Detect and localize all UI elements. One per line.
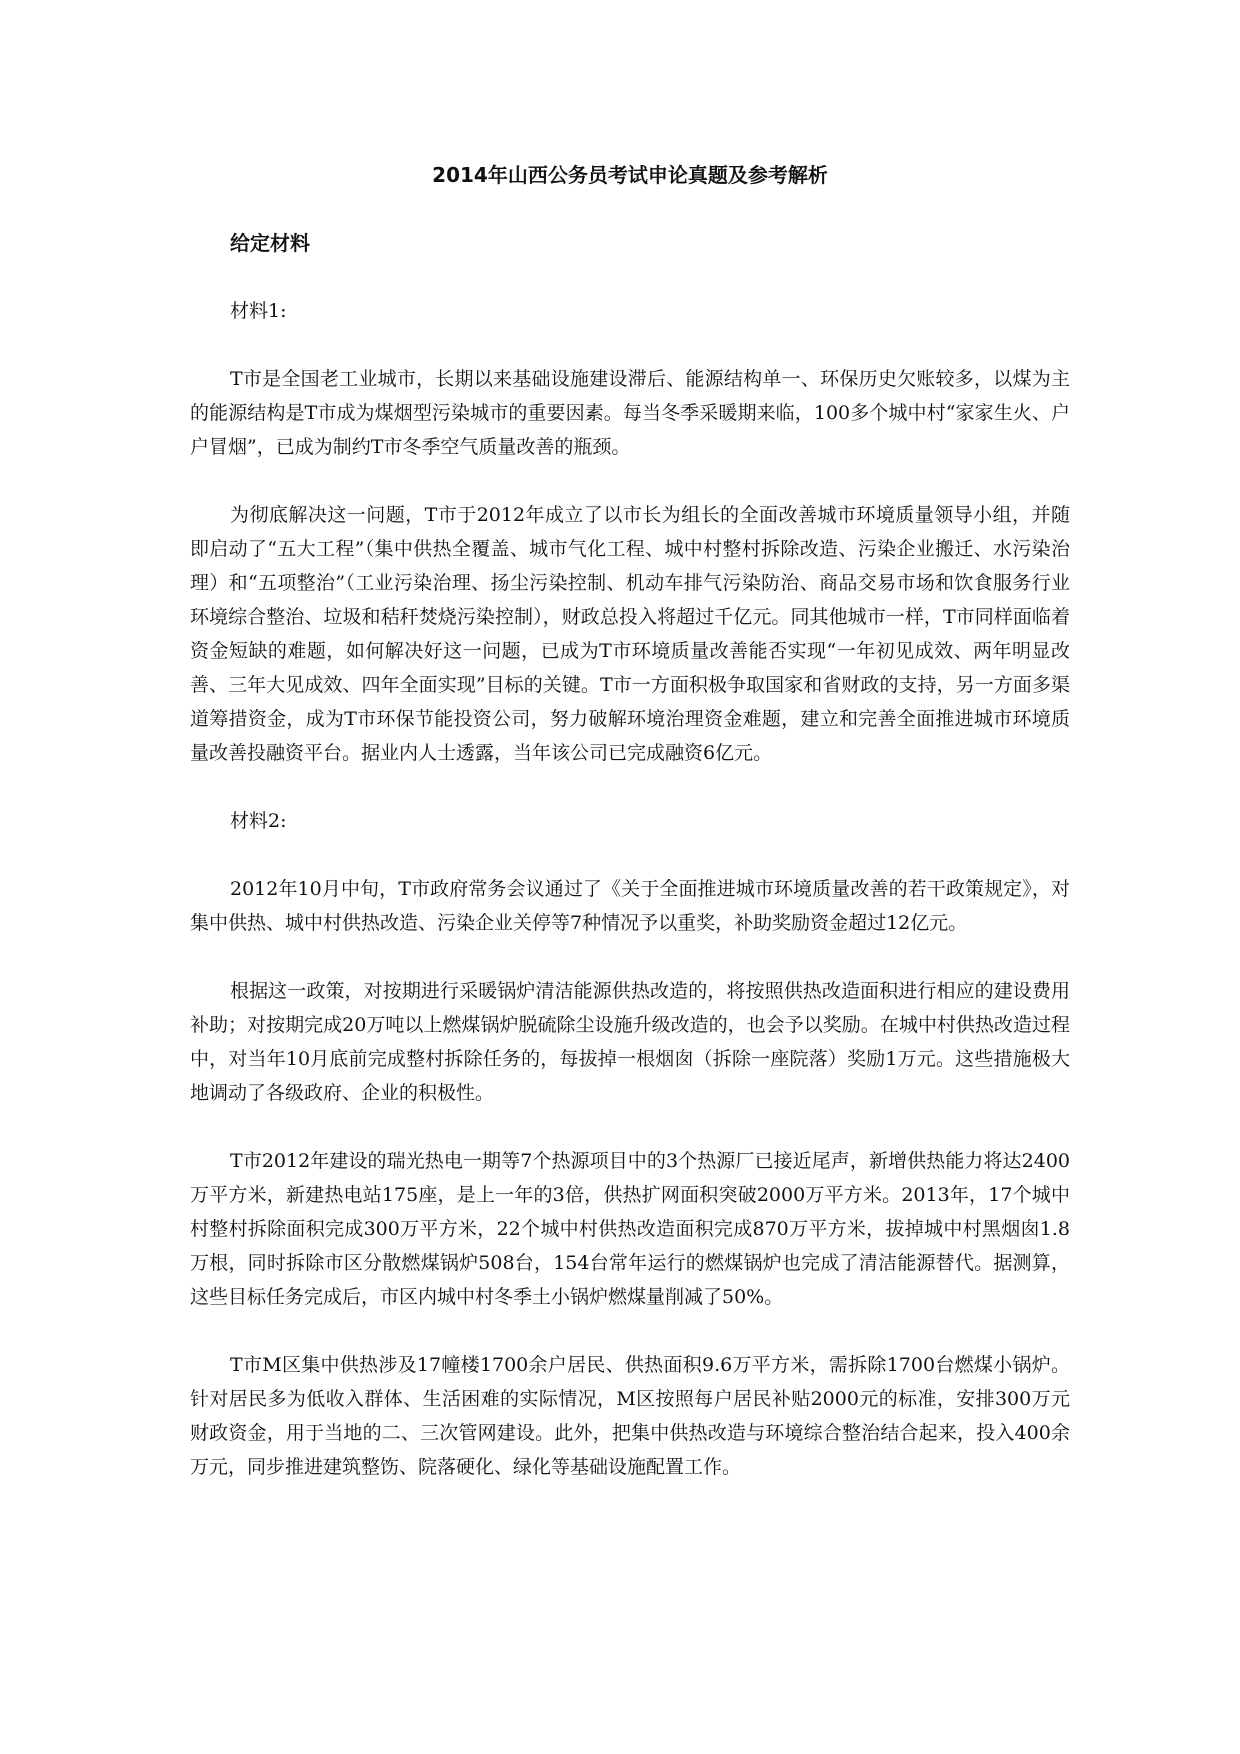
document-title: 2014年山西公务员考试申论真题及参考解析 bbox=[432, 163, 828, 187]
material-1-label: 材料1: bbox=[230, 300, 287, 322]
material-1-paragraph-2: 为彻底解决这一问题，T市于2012年成立了以市长为组长的全面改善城市环境质量领导小组，并随即启动了“五大工程”（集中供热全覆盖、城市气化工程、城中村整村拆除改造、污染企业搬迁、水污染治理）和“五项整治”（工业污染治理、扬尘污染控制、机动车排气污染防治、商品交易市场和饮食服务行业环境综合整治、垃圾和秸秆焚烧污染控制），财政总投入将超过千亿元。同其他城市一样，T市同样面临着资金短缺的难题，如何解决好这一问题，已成为T市环境质量改善能否实现“一年初见成效、两年明显改善、三年大见成效、四年全面实现”目标的关键。T市一方面积极争取国家和省财政的支持，另一方面多渠道筹措资金，成为T市环保节能投资公司，努力破解环境治理资金难题，建立和完善全面推进城市环境质量改善投融资平台。据业内人士透露，当年该公司已完成融资6亿元。 bbox=[190, 504, 1070, 764]
material-2-paragraph-1: 2012年10月中旬，T市政府常务会议通过了《关于全面推进城市环境质量改善的若干政策规定》，对集中供热、城中村供热改造、污染企业关停等7种情况予以重奖，补助奖励资金超过12亿元。 bbox=[190, 878, 1070, 934]
document-page bbox=[190, 158, 1070, 1518]
material-2-paragraph-4: T市M区集中供热涉及17幢楼1700余户居民、供热面积9.6万平方米，需拆除1700台燃煤小锅炉。针对居民多为低收入群体、生活困难的实际情况，M区按照每户居民补贴2000元的标准，安排300万元财政资金，用于当地的二、三次管网建设。此外，把集中供热改造与环境综合整治结合起来，投入400余万元，同步推进建筑整饬、院落硬化、绿化等基础设施配置工作。 bbox=[190, 1354, 1070, 1478]
material-2-paragraph-2: 根据这一政策，对按期进行采暖锅炉清洁能源供热改造的，将按照供热改造面积进行相应的建设费用补助；对按期完成20万吨以上燃煤锅炉脱硫除尘设施升级改造的，也会予以奖励。在城中村供热改造过程中，对当年10月底前完成整村拆除任务的，每拔掉一根烟囱（拆除一座院落）奖励1万元。这些措施极大地调动了各级政府、企业的积极性。 bbox=[190, 980, 1070, 1104]
material-2-label: 材料2: bbox=[230, 810, 287, 832]
material-2-paragraph-3: T市2012年建设的瑞光热电一期等7个热源项目中的3个热源厂已接近尾声，新增供热能力将达2400万平方米，新建热电站175座，是上一年的3倍，供热扩网面积突破2000万平方米。2013年，17个城中村整村拆除面积完成300万平方米，22个城中村供热改造面积完成870万平方米，拔掉城中村黑烟囱1.8万根，同时拆除市区分散燃煤锅炉508台，154台常年运行的燃煤锅炉也完成了清洁能源替代。据测算，这些目标任务完成后，市区内城中村冬季土小锅炉燃煤量削减了50%。 bbox=[190, 1150, 1070, 1308]
section-heading-given-materials: 给定材料 bbox=[230, 231, 310, 255]
material-1-paragraph-1: T市是全国老工业城市，长期以来基础设施建设滞后、能源结构单一、环保历史欠账较多，以煤为主的能源结构是T市成为煤烟型污染城市的重要因素。每当冬季采暖期来临，100多个城中村“家家生火、户户冒烟”，已成为制约T市冬季空气质量改善的瓶颈。 bbox=[190, 368, 1070, 458]
